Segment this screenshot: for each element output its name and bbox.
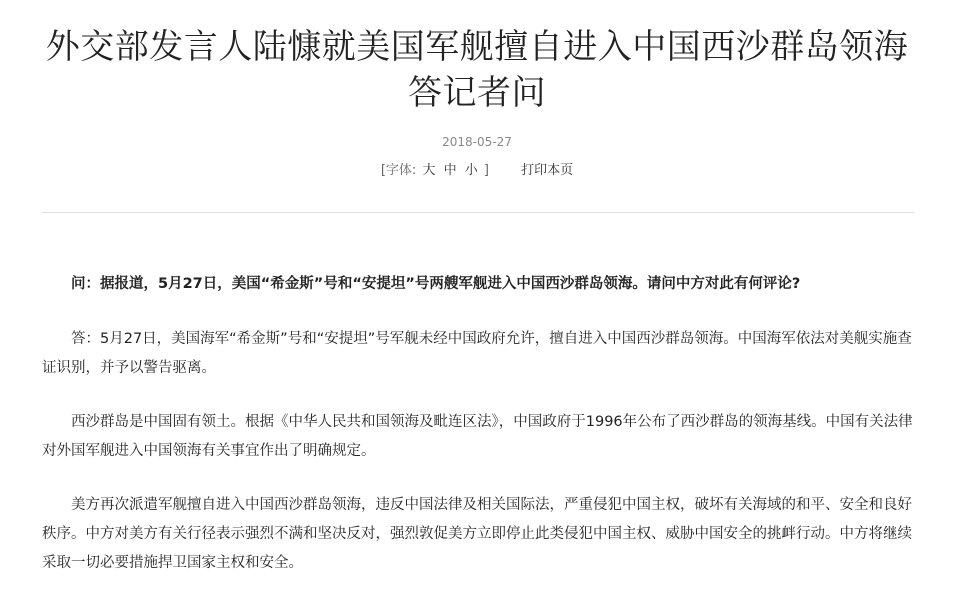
paragraph-answer: 答：5月27日，美国海军“希金斯”号和“安提坦”号军舰未经中国政府允许，擅自进入中国西沙群岛领海。中国海军依法对美舰实施查证识别，并予以警告驱离。 <box>42 331 912 376</box>
paragraph-question: 问：据报道，5月27日，美国“希金斯”号和“安提坦”号两艘军舰进入中国西沙群岛领海。请问中方对此有何评论? <box>71 276 801 292</box>
article-tools <box>0 162 954 180</box>
print-page-link[interactable]: 打印本页 <box>521 163 574 178</box>
paragraph-protest: 美方再次派遣军舰擅自进入中国西沙群岛领海，违反中国法律及相关国际法，严重侵犯中国主权，破坏有关海域的和平、安全和良好秩序。中方对美方有关行径表示强烈不满和坚决反对，强烈敦促美方立即停止此类侵犯中国主权、威胁中国安全的挑衅行动。中方将继续采取一切必要措施捍卫国家主权和安全。 <box>42 497 912 571</box>
font-size-large-button[interactable]: 大 <box>422 163 436 178</box>
title-divider <box>42 212 914 213</box>
font-size-label-open: [字体: <box>380 163 417 178</box>
font-size-medium-button[interactable]: 中 <box>443 163 457 178</box>
font-size-small-button[interactable]: 小 <box>464 163 478 178</box>
publish-date: 2018-05-27 <box>442 135 512 149</box>
font-size-label-close: ] <box>483 163 489 178</box>
article-title: 外交部发言人陆慷就美国军舰擅自进入中国西沙群岛领海答记者问 <box>45 27 909 113</box>
paragraph-legal-basis: 西沙群岛是中国固有领土。根据《中华人民共和国领海及毗连区法》，中国政府于1996年公布了西沙群岛的领海基线。中国有关法律对外国军舰进入中国领海有关事宜作出了明确规定。 <box>42 414 913 459</box>
